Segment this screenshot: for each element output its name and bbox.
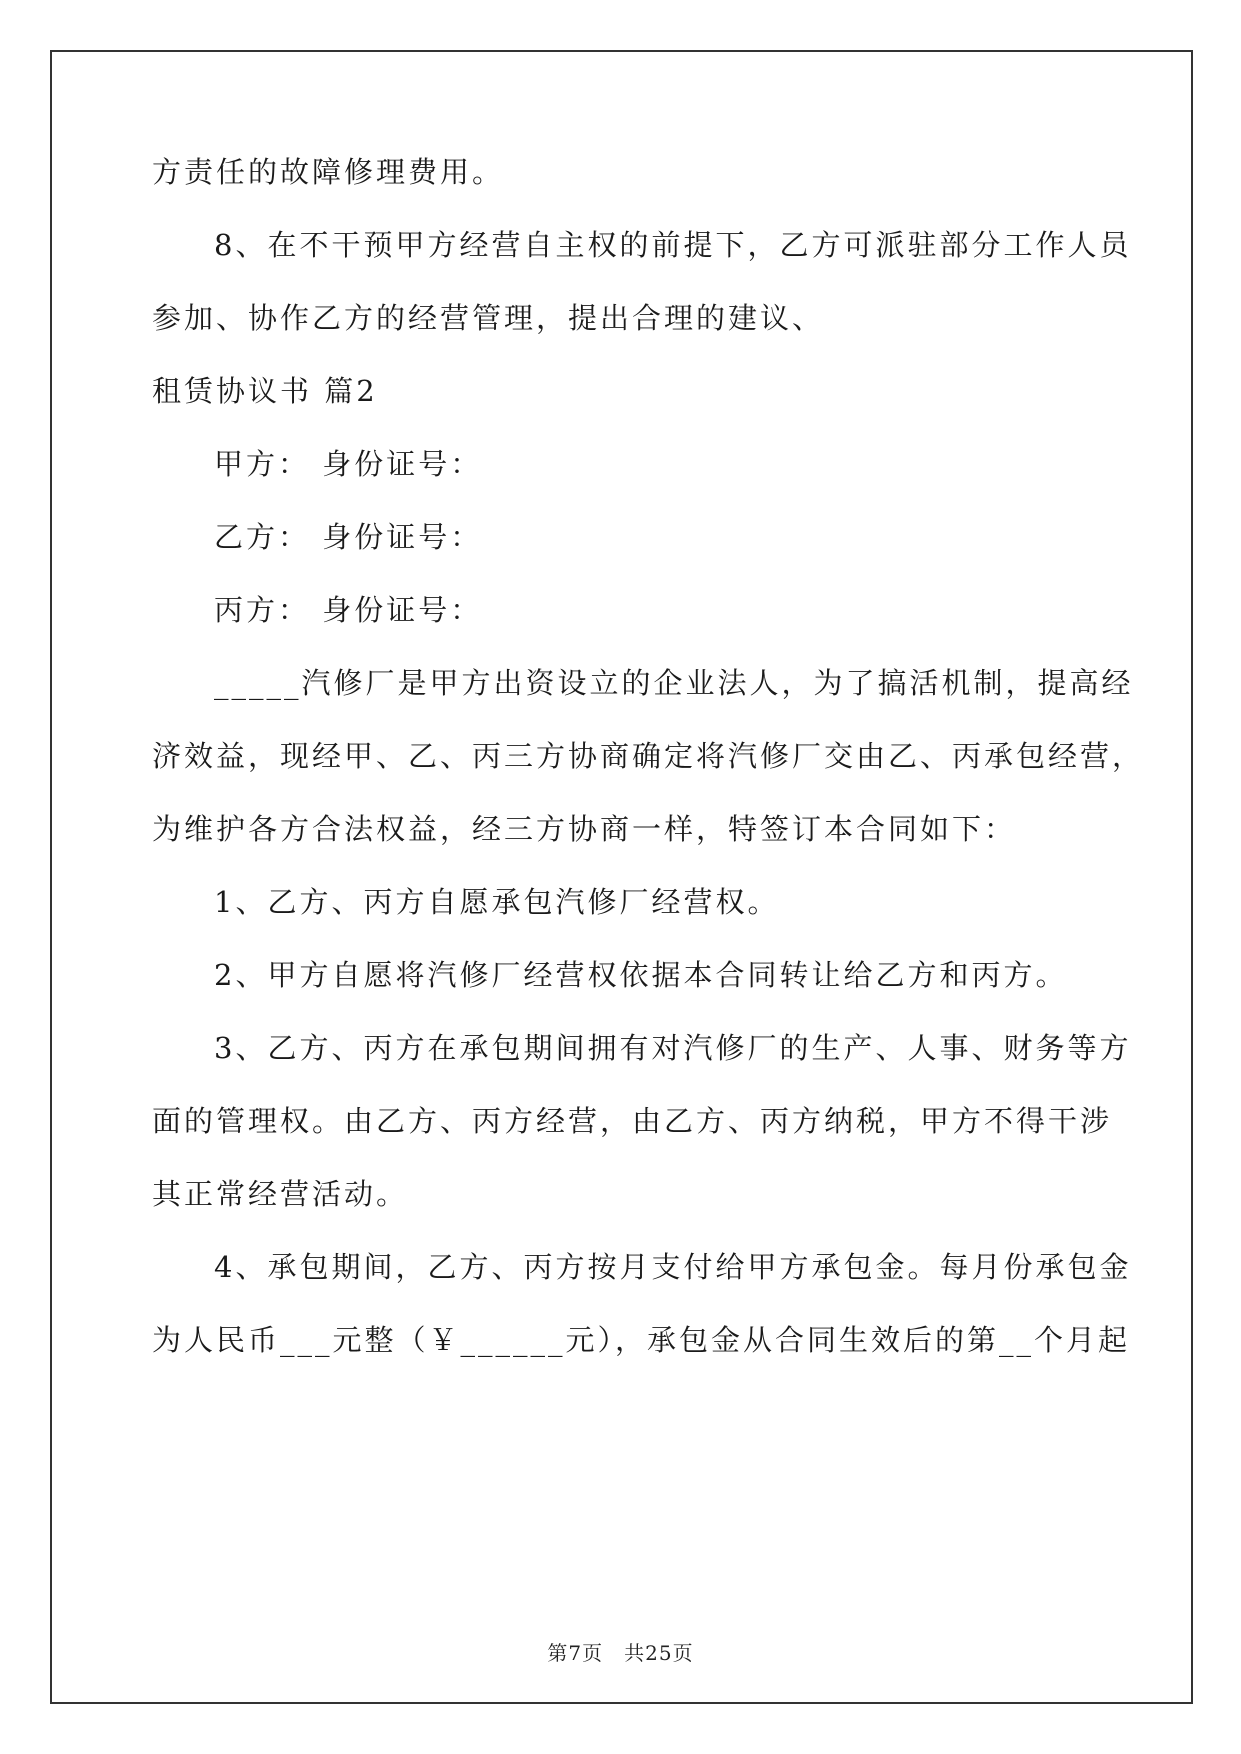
clause-line: 1、乙方、丙方自愿承包汽修厂经营权。 <box>214 885 780 919</box>
clause-line: 2、甲方自愿将汽修厂经营权依据本合同转让给乙方和丙方。 <box>214 958 1068 992</box>
clause-line: 面的管理权。由乙方、丙方经营，由乙方、丙方纳税，甲方不得干涉 <box>152 1104 1113 1138</box>
paragraph-line: _____汽修厂是甲方出资设立的企业法人，为了搞活机制，提高经 <box>214 666 1134 700</box>
party-c-line: 丙方： 身份证号： <box>214 593 483 627</box>
paragraph-line: 8、在不干预甲方经营自主权的前提下，乙方可派驻部分工作人员 <box>214 228 1132 262</box>
paragraph-line: 济效益，现经甲、乙、丙三方协商确定将汽修厂交由乙、丙承包经营， <box>152 739 1145 773</box>
party-b-line: 乙方： 身份证号： <box>214 520 483 554</box>
clause-line: 3、乙方、丙方在承包期间拥有对汽修厂的生产、人事、财务等方 <box>214 1031 1132 1065</box>
paragraph-line: 为维护各方合法权益，经三方协商一样，特签订本合同如下： <box>152 812 1017 846</box>
clause-line: 4、承包期间，乙方、丙方按月支付给甲方承包金。每月份承包金 <box>214 1250 1132 1284</box>
paragraph-line: 方责任的故障修理费用。 <box>152 155 505 189</box>
party-a-line: 甲方： 身份证号： <box>214 447 483 481</box>
clause-line: 其正常经营活动。 <box>152 1177 409 1211</box>
page-number: 第7页 共25页 <box>547 1641 694 1665</box>
section-heading: 租赁协议书 篇2 <box>152 374 378 408</box>
clause-line: 为人民币___元整（￥______元），承包金从合同生效后的第__个月起 <box>152 1323 1131 1357</box>
page-border <box>50 50 1193 1704</box>
paragraph-line: 参加、协作乙方的经营管理，提出合理的建议、 <box>152 301 825 335</box>
